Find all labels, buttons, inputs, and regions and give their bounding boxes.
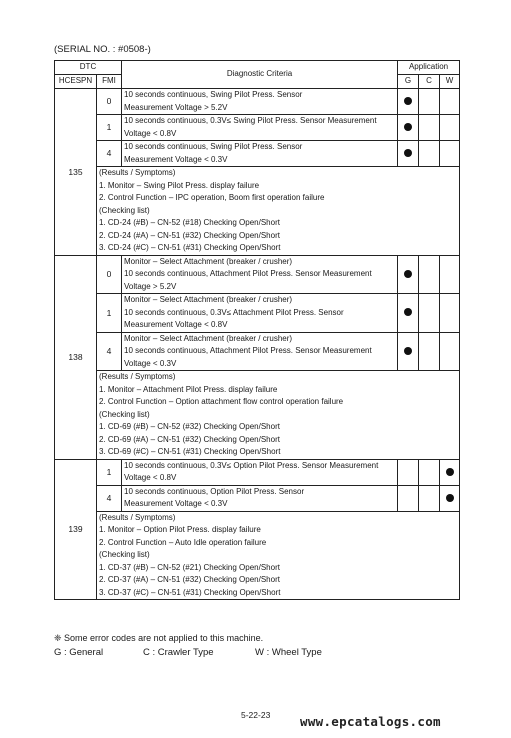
criteria-line: Measurement Voltage < 0.3V — [124, 154, 228, 164]
application-g-cell — [398, 294, 419, 333]
criteria-line: 10 seconds continuous, 0.3V≤ Swing Pilot Press. Sensor Measurement — [124, 116, 377, 125]
criteria-line: Voltage < 0.3V — [124, 358, 177, 368]
application-w-cell — [440, 485, 460, 511]
hcespn-code: 135 — [55, 89, 97, 256]
criteria-cell — [122, 485, 398, 511]
application-w-cell — [440, 89, 460, 115]
results-line: 3. CD-24 (#C) – CN-51 (#31) Checking Open/Short — [99, 243, 281, 252]
results-line: 3. CD-37 (#C) – CN-51 (#31) Checking Open/Short — [99, 587, 281, 597]
criteria-line: 10 seconds continuous, 0.3V≤ Option Pilot Press. Sensor Measurement — [124, 460, 379, 470]
criteria-line: 10 seconds continuous, Option Pilot Press. Sensor — [124, 486, 305, 496]
results-line: 2. CD-69 (#A) – CN-51 (#32) Checking Open/Short — [99, 434, 280, 444]
application-w-cell — [440, 459, 460, 485]
application-c-cell — [419, 255, 440, 294]
application-w-cell — [440, 255, 460, 294]
results-line: (Results / Symptoms) — [99, 512, 176, 522]
table-row — [55, 115, 460, 141]
criteria-line: Measurement Voltage > 5.2V — [124, 102, 228, 112]
table-row — [55, 459, 460, 485]
fmi-code: 1 — [97, 115, 122, 141]
hcespn-code: 139 — [55, 459, 97, 600]
criteria-line: 10 seconds continuous, Attachment Pilot Press. Sensor Measurement — [124, 269, 372, 278]
fmi-header: FMI — [97, 75, 122, 89]
criteria-line: Voltage > 5.2V — [124, 281, 177, 291]
results-line: 2. Control Function – Auto Idle operation failure — [99, 537, 267, 547]
criteria-line: Measurement Voltage < 0.8V — [124, 320, 228, 329]
application-c-cell — [419, 485, 440, 511]
c-header: C — [419, 75, 440, 89]
hcespn-code: 138 — [55, 255, 97, 459]
results-line: (Results / Symptoms) — [99, 168, 176, 177]
applicable-dot-icon — [404, 347, 412, 355]
criteria-cell — [122, 255, 398, 294]
application-g-cell — [398, 255, 419, 294]
applicable-dot-icon — [404, 123, 412, 131]
results-line: 2. CD-24 (#A) – CN-51 (#32) Checking Open/Short — [99, 230, 280, 240]
table-row — [55, 89, 460, 115]
page-number: 5-22-23 — [241, 710, 271, 720]
application-g-cell — [398, 485, 419, 511]
table-row — [55, 485, 460, 511]
results-line: 2. Control Function – Option attachment flow control operation failure — [99, 397, 344, 406]
fmi-code: 0 — [97, 89, 122, 115]
criteria-header: Diagnostic Criteria — [122, 61, 398, 89]
application-c-cell — [419, 141, 440, 167]
results-line: 1. Monitor – Option Pilot Press. display failure — [99, 525, 261, 534]
applicable-dot-icon — [446, 494, 454, 502]
table-body — [55, 89, 460, 600]
applicable-dot-icon — [404, 308, 412, 316]
application-c-cell — [419, 294, 440, 333]
applicable-dot-icon — [404, 149, 412, 157]
results-row — [55, 167, 460, 256]
criteria-cell — [122, 115, 398, 141]
criteria-line: Monitor – Select Attachment (breaker / crusher) — [124, 295, 293, 304]
fmi-code: 4 — [97, 332, 122, 371]
application-g-cell — [398, 141, 419, 167]
results-row — [55, 371, 460, 460]
criteria-line: 10 seconds continuous, 0.3V≤ Attachment Pilot Press. Sensor — [124, 307, 344, 317]
results-cell — [97, 511, 460, 600]
results-line: (Results / Symptoms) — [99, 372, 176, 381]
table-row — [55, 141, 460, 167]
criteria-line: 10 seconds continuous, Swing Pilot Press. Sensor — [124, 90, 303, 99]
table-row — [55, 255, 460, 294]
legend-crawler: C : Crawler Type — [143, 647, 214, 658]
footnote: ❈ Some error codes are not applied to this machine. — [54, 633, 264, 643]
legend-general: G : General — [54, 647, 104, 658]
results-row — [55, 511, 460, 600]
results-line: 2. CD-37 (#A) – CN-51 (#32) Checking Open/Short — [99, 575, 280, 584]
fmi-code: 4 — [97, 485, 122, 511]
results-line: (Checking list) — [99, 205, 150, 215]
results-line: 1. CD-37 (#B) – CN-52 (#21) Checking Open/Short — [99, 562, 280, 572]
criteria-line: Measurement Voltage < 0.3V — [124, 499, 228, 508]
applicable-dot-icon — [404, 270, 412, 278]
results-line: (Checking list) — [99, 550, 150, 559]
criteria-line: Monitor – Select Attachment (breaker / crusher) — [124, 333, 293, 343]
criteria-cell — [122, 141, 398, 167]
criteria-cell — [122, 89, 398, 115]
results-line: 3. CD-69 (#C) – CN-51 (#31) Checking Open/Short — [99, 447, 281, 456]
application-g-cell — [398, 332, 419, 371]
application-g-cell — [398, 115, 419, 141]
application-w-cell — [440, 115, 460, 141]
applicable-dot-icon — [446, 468, 454, 476]
application-g-cell — [398, 459, 419, 485]
results-line: (Checking list) — [99, 409, 150, 419]
application-c-cell — [419, 115, 440, 141]
serial-number: (SERIAL NO. : #0508-) — [54, 44, 151, 55]
dtc-header: DTC — [55, 61, 122, 75]
applicable-dot-icon — [404, 97, 412, 105]
application-w-cell — [440, 294, 460, 333]
fmi-code: 4 — [97, 141, 122, 167]
results-line: 1. Monitor – Swing Pilot Press. display failure — [99, 180, 260, 190]
application-c-cell — [419, 89, 440, 115]
results-line: 1. Monitor – Attachment Pilot Press. display failure — [99, 384, 278, 394]
criteria-cell — [122, 332, 398, 371]
criteria-cell — [122, 459, 398, 485]
criteria-line: Monitor – Select Attachment (breaker / crusher) — [124, 256, 293, 266]
application-w-cell — [440, 141, 460, 167]
legend-wheel: W : Wheel Type — [255, 647, 322, 658]
hcespn-header: HCESPN — [55, 75, 97, 89]
w-header: W — [440, 75, 460, 89]
results-cell — [97, 167, 460, 256]
results-line: 1. CD-24 (#B) – CN-52 (#18) Checking Open/Short — [99, 218, 280, 227]
application-g-cell — [398, 89, 419, 115]
application-w-cell — [440, 332, 460, 371]
table-row — [55, 332, 460, 371]
g-header: G — [398, 75, 419, 89]
criteria-line: Voltage < 0.8V — [124, 473, 177, 482]
fmi-code: 1 — [97, 459, 122, 485]
fmi-code: 0 — [97, 255, 122, 294]
criteria-line: 10 seconds continuous, Swing Pilot Press. Sensor — [124, 142, 303, 151]
table-row — [55, 294, 460, 333]
watermark-link[interactable]: www.epcatalogs.com — [300, 714, 441, 729]
application-c-cell — [419, 332, 440, 371]
application-c-cell — [419, 459, 440, 485]
results-line: 1. CD-69 (#B) – CN-52 (#32) Checking Open/Short — [99, 422, 280, 431]
results-line: 2. Control Function – IPC operation, Boom first operation failure — [99, 193, 325, 202]
criteria-cell — [122, 294, 398, 333]
criteria-line: Voltage < 0.8V — [124, 128, 177, 138]
diagnostic-table — [54, 60, 460, 600]
results-cell — [97, 371, 460, 460]
criteria-line: 10 seconds continuous, Attachment Pilot Press. Sensor Measurement — [124, 346, 372, 355]
fmi-code: 1 — [97, 294, 122, 333]
application-header: Application — [398, 61, 460, 75]
